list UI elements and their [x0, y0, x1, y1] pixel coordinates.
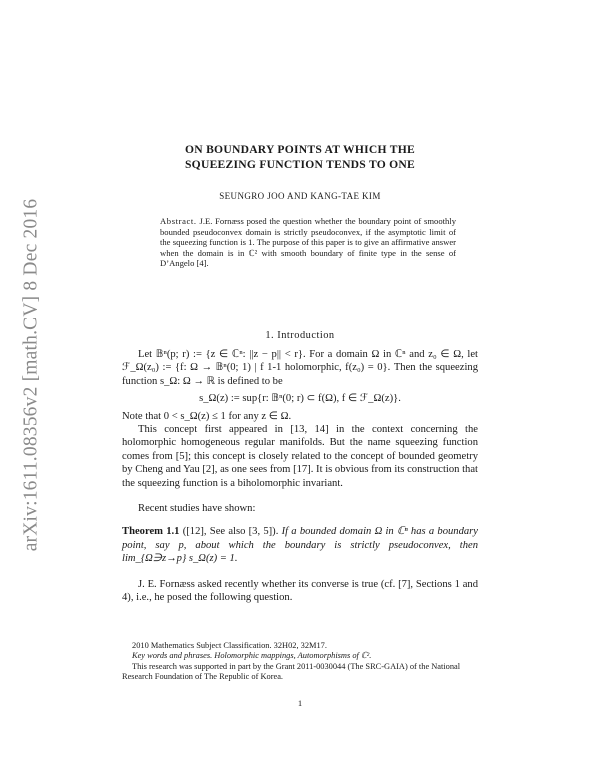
footnote-msc: 2010 Mathematics Subject Classification. 32H02, 32M17. [132, 641, 327, 650]
paper-title [122, 143, 478, 172]
page-number: 1 [297, 698, 303, 708]
author-list: SEUNGRO JOO AND KANG-TAE KIM [219, 191, 381, 201]
paragraph-history: This concept first appeared in [13, 14] in the context concerning the holomorphic homogeneous regular manifolds. But the name squeezing function comes from [5]; this concept is closely related to the concept of bounded geometry by Cheng and Yau [2], as one sees from [17]. It is obvious from its construction that the squeezing function is a biholomorphic invariant. [122, 424, 478, 489]
paragraph-question: J. E. Fornæss asked recently whether its converse is true (cf. [7], Sections 1 and 4), i.e., he posed the following question. [122, 578, 478, 604]
paragraph-note: Note that 0 < s_Ω(z) ≤ 1 for any z ∈ Ω. [122, 410, 292, 422]
title-line-1: ON BOUNDARY POINTS AT WHICH THE [185, 143, 415, 156]
theorem-statement: If a bounded domain Ω in ℂⁿ has a boundary point, say p, about which the boundary is strictly pseudoconvex, then lim_{Ω∋z→p} s_Ω(z) = 1. [122, 526, 479, 565]
section-heading: 1. Introduction [265, 330, 335, 341]
footnote-keywords: Key words and phrases. Holomorphic mappings, Automorphisms of ℂ². [132, 651, 372, 661]
paragraph-definition: Let 𝔹ⁿ(p; r) := {z ∈ ℂⁿ: ||z − p|| < r}. For a domain Ω in ℂⁿ and z₀ ∈ Ω, let ℱ_Ω(z₀) := {f: Ω → 𝔹ⁿ(0; 1) | f 1-1 holomorphic, f(z₀) = 0}. Then the squeezing function s_Ω: Ω → ℝ is defined to be [122, 349, 478, 387]
theorem-label: Theorem 1.1 [122, 526, 180, 538]
body-text [122, 348, 478, 605]
arxiv-identifier-stamp [14, 190, 48, 560]
theorem-1-1 [122, 525, 478, 565]
footnote-funding: This research was supported in part by the Grant 2011-0030044 (The SRC-GAIA) of the National Research Foundation of The Republic of Korea. [122, 661, 461, 682]
title-line-2: SQUEEZING FUNCTION TENDS TO ONE [184, 157, 416, 171]
arxiv-id-text: arXiv:1611.08356v2 [math.CV] 8 Dec 2016 [20, 198, 42, 552]
theorem-references: ([12], See also [3, 5]). [182, 526, 279, 538]
abstract-text: J.E. Fornæss posed the question whether the boundary point of smoothly bounded pseudoconvex domain is strictly pseudoconvex, if the asymptotic limit of the squeezing function is 1. The purpose of this paper is to give an affirmative answer when the domain is in ℂ² with smooth boundary of finite type in the sense of D’Angelo [4]. [160, 216, 456, 269]
display-equation: s_Ω(z) := sup{r: 𝔹ⁿ(0; r) ⊂ f(Ω), f ∈ ℱ_Ω(z)}. [199, 393, 401, 405]
paragraph-recent-studies: Recent studies have shown: [138, 503, 256, 515]
footnotes [122, 641, 478, 683]
abstract-label: Abstract. [160, 216, 197, 226]
abstract [160, 216, 456, 269]
